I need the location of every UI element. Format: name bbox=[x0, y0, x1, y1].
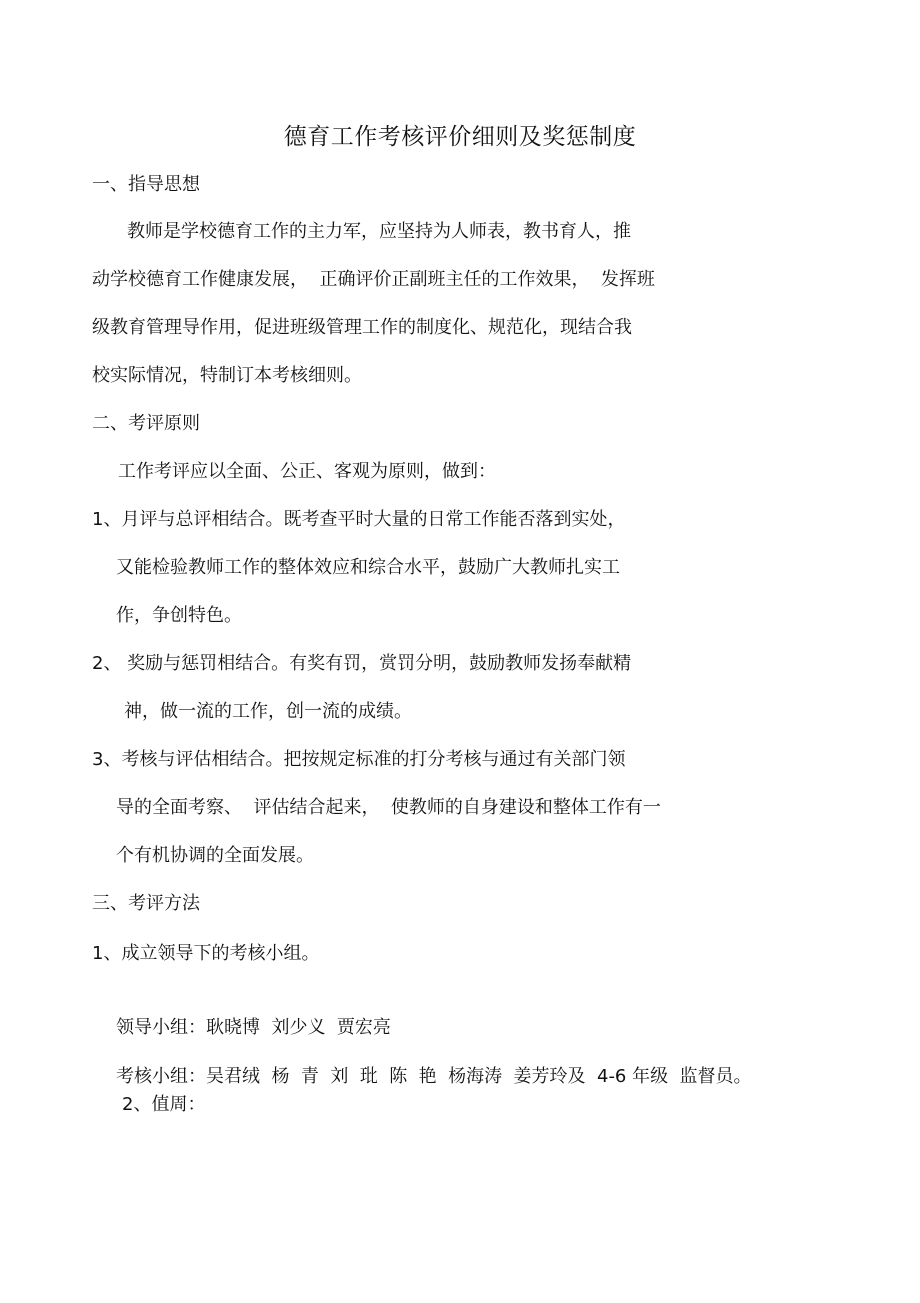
paragraph-line: 校实际情况，特制订本考核细则。 bbox=[92, 365, 362, 386]
list-item-2: 2、 奖励与惩罚相结合。有奖有罚，赏罚分明，鼓励教师发扬奉献精 bbox=[92, 653, 632, 674]
section-heading-principles: 二、考评原则 bbox=[92, 413, 200, 434]
paragraph-line: 级教育管理导作用，促进班级管理工作的制度化、规范化，现结合我 bbox=[92, 317, 632, 338]
list-item-3: 3、考核与评估相结合。把按规定标准的打分考核与通过有关部门领 bbox=[92, 749, 626, 770]
list-item-3-cont: 个有机协调的全面发展。 bbox=[116, 845, 314, 866]
section-heading-guiding-ideology: 一、指导思想 bbox=[92, 174, 200, 195]
list-item-3-cont: 导的全面考察、 评估结合起来， 使教师的自身建设和整体工作有一 bbox=[116, 797, 661, 818]
leadership-group: 领导小组：耿晓博 刘少义 贾宏亮 bbox=[116, 1017, 391, 1038]
list-item-1-cont: 作，争创特色。 bbox=[116, 605, 242, 626]
paragraph-line: 动学校德育工作健康发展， 正确评价正副班主任的工作效果， 发挥班 bbox=[92, 269, 655, 290]
assessment-group: 考核小组：吴君绒 杨 青 刘 玭 陈 艳 杨海涛 姜芳玲及 4-6 年级 监督员。 bbox=[116, 1066, 752, 1087]
section-heading-methods: 三、考评方法 bbox=[92, 893, 200, 914]
list-item-2-cont: 神，做一流的工作，创一流的成绩。 bbox=[124, 701, 412, 722]
paragraph-line: 工作考评应以全面、公正、客观为原则，做到： bbox=[118, 461, 496, 482]
list-item-1: 1、月评与总评相结合。既考查平时大量的日常工作能否落到实处， bbox=[92, 509, 626, 530]
document-title: 德育工作考核评价细则及奖惩制度 bbox=[283, 124, 637, 150]
list-item-1-cont: 又能检验教师工作的整体效应和综合水平，鼓励广大教师扎实工 bbox=[116, 557, 620, 578]
list-item-2: 2、值周： bbox=[122, 1094, 206, 1115]
paragraph-line: 教师是学校德育工作的主力军，应坚持为人师表，教书育人，推 bbox=[127, 221, 631, 242]
list-item-1: 1、成立领导下的考核小组。 bbox=[92, 943, 320, 964]
